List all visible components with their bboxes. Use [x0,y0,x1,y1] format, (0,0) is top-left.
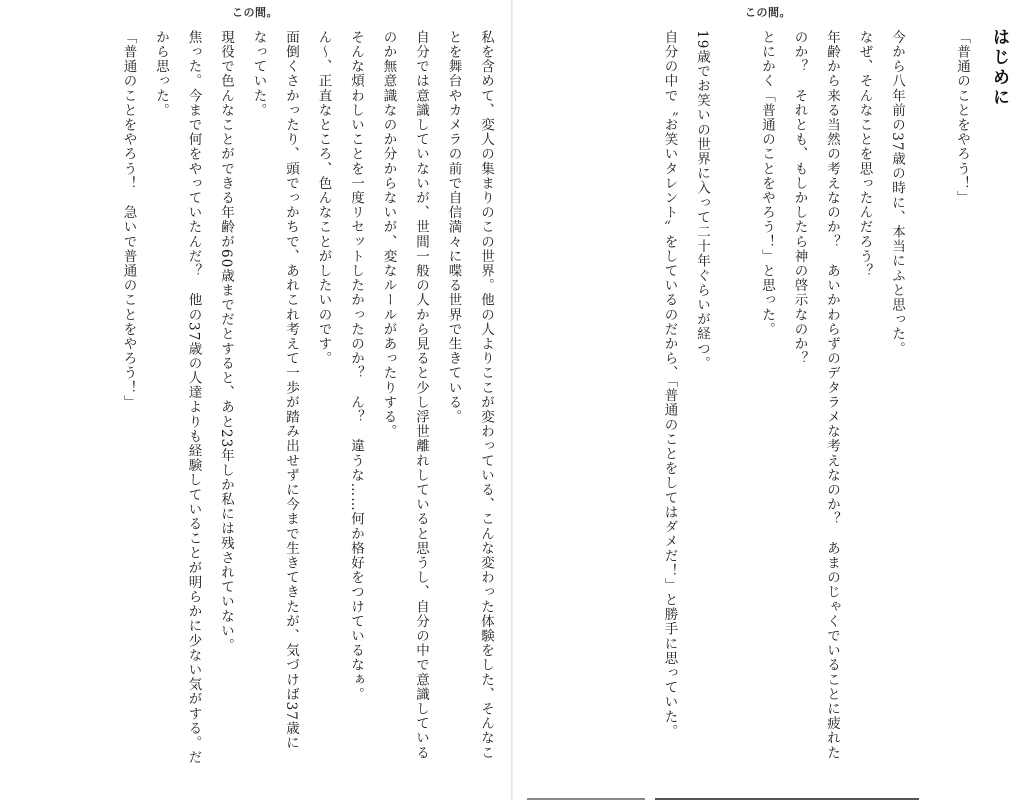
body-line: 自分の中で〝お笑いタレント〟をしているのだから、「普通のことをしてはダメだ！」と勝手に思っていた。 [661,30,678,739]
body-line: 私を含めて、変人の集まりのこの世界。他の人よりここが変わっている、こんな変わった体験をした、そんなこ [478,30,494,760]
right-page [513,0,1024,800]
body-line: 自分では意識していないが、世間一般の人から見ると少し浮世離れしていると思うし、自分の中で意識している [413,30,429,760]
body-line: 現役で色んなことができる年齢が60歳までだとすると、あと23年しか私には残されていない。 [218,30,234,653]
left-body-text [112,30,502,790]
body-line: そんな煩わしいことを一度リセットしたかったのか？ ん？ 違うな……何か格好をつけているなぁ。 [348,30,364,702]
blank-line [913,30,946,790]
body-line: なっていた。 [250,30,267,118]
blank-line [718,30,751,790]
chapter-title: はじめに [989,28,1009,108]
body-line: なぜ、そんなことを思ったんだろう？ [856,30,873,279]
body-line: 焦った。今まで何をやっていたんだ？ 他の37歳の人達よりも経験していることが明らかに少ない気がする。だ [185,30,202,765]
body-line: 年齢から来る当然の考えなのか？ あいかわらずのデタラメな考えなのか？ あまのじゃくでいることに疲れた [824,30,840,760]
body-line: 19歳でお笑いの世界に入って二十年ぐらいが経つ。 [694,30,710,371]
body-line: とにかく「普通のことをやろう！」と思った。 [759,30,775,337]
body-line: 「普通のことをやろう！」 [954,30,970,206]
right-body-text [653,30,978,790]
body-line: から思った。 [153,30,169,118]
body-line: 「普通のことをやろう！ 急いで普通のことをやろう！」 [120,30,137,410]
body-line: 面倒くさかったり、頭でっかちで、あれこれ考えて一歩が踏み出せずに今まで生きてきたが、気づけば37歳に [283,30,299,751]
body-line: のか無意識なのか分からないが、変なルールがあったりする。 [380,30,397,439]
body-line: のか？ それとも、もしかしたら神の啓示なのか？ [791,30,808,366]
running-head-left: この間。 [232,6,278,19]
body-line: とを舞台やカメラの前で自信満々に喋る世界で生きている。 [445,30,462,425]
body-line: 今から八年前の37歳の時に、本当にふと思った。 [889,30,905,356]
running-head-right: この間。 [745,6,791,19]
body-line: ん～、正直なところ、色んなことがしたいのです。 [315,30,332,366]
